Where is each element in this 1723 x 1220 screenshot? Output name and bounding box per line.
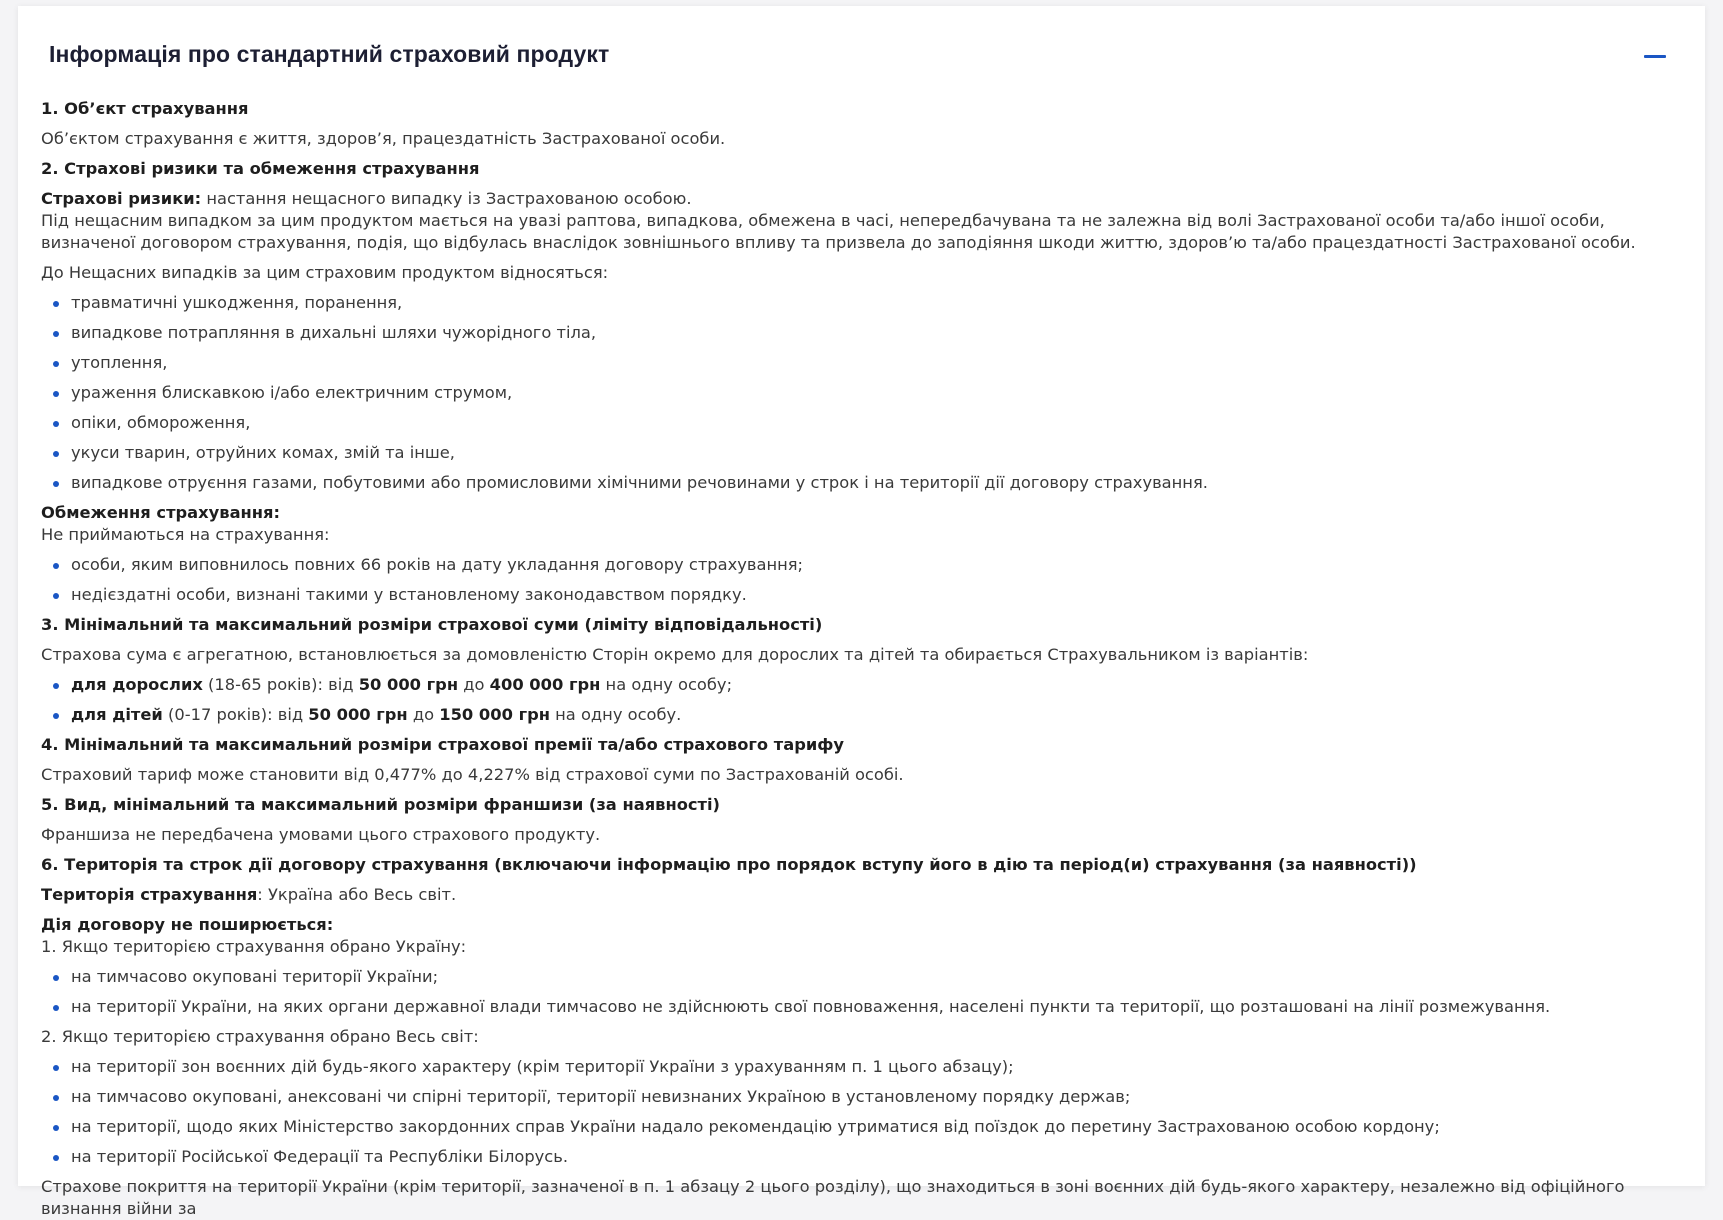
section-4-heading: 4. Мінімальний та максимальний розміри страхової премії та/або страхового тарифу: [41, 735, 845, 754]
risks-block: [41, 188, 1681, 254]
list-item: опіки, обмороження,: [71, 412, 1681, 434]
section-2-heading: 2. Страхові ризики та обмеження страхування: [41, 159, 480, 178]
adults-label: для дорослих: [71, 675, 203, 694]
list-item: недієздатні особи, визнані такими у встановленому законодавством порядку.: [71, 584, 1681, 606]
risks-label: Страхові ризики:: [41, 189, 202, 208]
case-1-list: [41, 966, 1681, 1018]
sum-options-list: [41, 674, 1681, 726]
case-2-intro: 2. Якщо територією страхування обрано Весь світ:: [41, 1027, 479, 1046]
limits-label: Обмеження страхування:: [41, 503, 281, 522]
adults-tail: на одну особу;: [600, 675, 733, 694]
exclusions-block: [41, 914, 1681, 958]
list-item: на тимчасово окуповані території України;: [71, 966, 1681, 988]
adults-max: 400 000 грн: [489, 675, 601, 694]
list-item: особи, яким виповнилось повних 66 років на дату укладання договору страхування;: [71, 554, 1681, 576]
collapse-button[interactable]: [1641, 42, 1671, 72]
list-item: ураження блискавкою і/або електричним струмом,: [71, 382, 1681, 404]
territory-text: : Україна або Весь світ.: [257, 885, 457, 904]
list-item: випадкове потрапляння в дихальні шляхи чужорідного тіла,: [71, 322, 1681, 344]
children-label: для дітей: [71, 705, 163, 724]
section-1-heading: 1. Об’єкт страхування: [41, 99, 249, 118]
card-title: Інформація про стандартний страховий продукт: [49, 41, 610, 67]
product-info-card: [18, 6, 1705, 1218]
accidents-intro: До Нещасних випадків за цим страховим продуктом відносяться:: [41, 263, 609, 282]
adults-option: [71, 674, 1681, 696]
list-item: укуси тварин, отруйних комах, змій та інше,: [71, 442, 1681, 464]
list-item: на території, щодо яких Міністерство закордонних справ України надало рекомендацію утриматися від поїздок до перетину Застрахованою особою кордону;: [71, 1116, 1681, 1138]
accidents-list: [41, 292, 1681, 494]
section-3-text: Страхова сума є агрегатною, встановлюється за домовленістю Сторін окремо для дорослих та дітей та обирається Страхувальником із варіантів:: [41, 645, 1309, 664]
list-item: на тимчасово окуповані, анексовані чи спірні території, території невизнаних Україною в установленому порядку держав;: [71, 1086, 1681, 1108]
limits-list: [41, 554, 1681, 606]
children-min: 50 000 грн: [308, 705, 408, 724]
card-header[interactable]: [18, 6, 1705, 98]
list-item: на території України, на яких органи державної влади тимчасово не здійснюють свої повноваження, населені пункти та території, що розташовані на лінії розмежування.: [71, 996, 1681, 1018]
exclusions-label: Дія договору не поширюється:: [41, 915, 334, 934]
children-to: до: [407, 705, 440, 724]
case-1-intro: 1. Якщо територією страхування обрано Україну:: [41, 937, 467, 956]
minus-icon: [1644, 55, 1666, 58]
list-item: утоплення,: [71, 352, 1681, 374]
adults-age: (18-65 років): від: [202, 675, 359, 694]
section-6-heading: 6. Територія та строк дії договору страхування (включаючи інформацію про порядок вступу його в дію та період(и) страхування (за наявності)): [41, 855, 1417, 874]
children-max: 150 000 грн: [439, 705, 550, 724]
children-option: [71, 704, 1681, 726]
limits-block: [41, 502, 1681, 546]
adults-min: 50 000 грн: [358, 675, 459, 694]
section-5-text: Франшиза не передбачена умовами цього страхового продукту.: [41, 825, 601, 844]
limits-intro: Не приймаються на страхування:: [41, 525, 330, 544]
card-content: [18, 98, 1705, 1220]
list-item: на території Російської Федерації та Республіки Білорусь.: [71, 1146, 1681, 1168]
coverage-note: Страхове покриття на території України (крім території, зазначеної в п. 1 абзацу 2 цього розділу), що знаходиться в зоні воєнних дій будь-якого характеру, незалежно від офіційного визнання війни за: [41, 1177, 1625, 1218]
accident-definition: Під нещасним випадком за цим продуктом мається на увазі раптова, випадкова, обмежена в часі, непередбачувана та не залежна від волі Застрахованої особи та/або іншої особи, визначеної договором страхування, подія, що відбулась внаслідок зовнішнього впливу та призвела до заподіяння шкоди життю, здоров’ю та/або працездатності Застрахованої особи.: [41, 211, 1636, 252]
children-age: (0-17 років): від: [162, 705, 309, 724]
children-tail: на одну особу.: [549, 705, 682, 724]
territory-label: Територія страхування: [41, 885, 258, 904]
list-item: на території зон воєнних дій будь-якого характеру (крім території України з урахуванням п. 1 цього абзацу);: [71, 1056, 1681, 1078]
case-2-list: [41, 1056, 1681, 1168]
section-4-text: Страховий тариф може становити від 0,477% до 4,227% від страхової суми по Застрахованій особі.: [41, 765, 904, 784]
risks-line: [41, 188, 1681, 210]
list-item: травматичні ушкодження, поранення,: [71, 292, 1681, 314]
territory-line: [41, 884, 1681, 906]
section-5-heading: 5. Вид, мінімальний та максимальний розміри франшизи (за наявності): [41, 795, 721, 814]
adults-to: до: [458, 675, 490, 694]
risks-text: настання нещасного випадку із Застрахованою особою.: [201, 189, 692, 208]
section-3-heading: 3. Мінімальний та максимальний розміри страхової суми (ліміту відповідальності): [41, 615, 823, 634]
list-item: випадкове отруєння газами, побутовими або промисловими хімічними речовинами у строк і на території дії договору страхування.: [71, 472, 1681, 494]
section-1-text: Об’єктом страхування є життя, здоров’я, працездатність Застрахованої особи.: [41, 129, 726, 148]
